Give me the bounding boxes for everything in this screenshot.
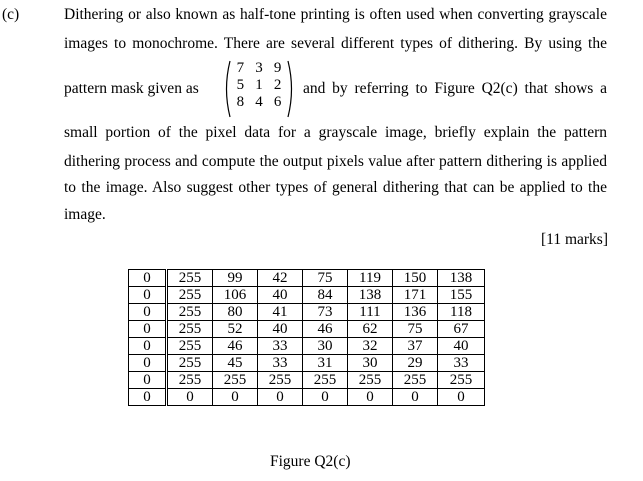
table-cell: 37 [393,338,438,355]
table-cell: 255 [167,321,213,338]
table-cell: 31 [303,355,348,372]
table-cell: 255 [167,338,213,355]
table-cell: 0 [129,287,167,304]
mask-cell: 6 [273,94,282,110]
table-cell: 62 [348,321,393,338]
table-cell: 255 [213,372,258,389]
table-cell: 32 [348,338,393,355]
table-cell: 0 [258,389,303,406]
table-row [129,355,485,372]
paragraph-line-6: to the image. Also suggest other types of general dithering that can be applied to the [64,179,607,196]
table-cell: 0 [213,389,258,406]
table-cell: 33 [258,355,303,372]
table-cell: 84 [303,287,348,304]
table-cell: 255 [167,372,213,389]
table-cell: 255 [167,270,213,287]
table-cell: 45 [213,355,258,372]
table-cell: 138 [348,287,393,304]
table-cell: 255 [167,304,213,321]
table-cell: 255 [167,287,213,304]
table-cell: 52 [213,321,258,338]
table-cell: 0 [167,389,213,406]
table-cell: 0 [393,389,438,406]
table-cell: 119 [348,270,393,287]
paragraph-line-3-before: pattern mask given as [64,80,199,97]
mask-cell: 1 [255,77,263,93]
table-cell: 75 [303,270,348,287]
marks-label: [11 marks] [540,231,608,248]
table-cell: 255 [438,372,485,389]
table-cell: 0 [438,389,485,406]
mask-cell: 9 [273,60,282,76]
table-cell: 0 [129,304,167,321]
table-cell: 0 [129,270,167,287]
table-row [129,304,485,321]
pattern-mask-grid [231,60,287,111]
paragraph-line-1: Dithering or also known as half-tone printing is often used when converting grayscale [64,6,607,23]
paragraph-line-2: images to monochrome. There are several different types of dithering. By using the [64,35,607,52]
table-cell: 42 [258,270,303,287]
table-cell: 138 [438,270,485,287]
table-row [129,372,485,389]
mask-cell: 3 [255,60,263,76]
table-cell: 118 [438,304,485,321]
table-cell: 0 [129,389,167,406]
table-cell: 46 [303,321,348,338]
table-cell: 29 [393,355,438,372]
table-cell: 255 [393,372,438,389]
pattern-mask-matrix [222,60,296,118]
table-row [129,270,485,287]
mask-cell: 4 [255,94,263,110]
table-cell: 106 [213,287,258,304]
paragraph-line-5: dithering process and compute the output pixels value after pattern dithering is applied [64,153,607,170]
table-cell: 41 [258,304,303,321]
figure-caption: Figure Q2(c) [270,453,351,470]
table-cell: 171 [393,287,438,304]
table-cell: 155 [438,287,485,304]
table-cell: 0 [129,355,167,372]
table-cell: 0 [303,389,348,406]
table-cell: 99 [213,270,258,287]
right-parenthesis-icon [286,60,296,118]
mask-cell: 2 [273,77,282,93]
table-cell: 40 [438,338,485,355]
table-cell: 136 [393,304,438,321]
table-row [129,338,485,355]
mask-cell: 8 [236,94,245,110]
table-cell: 33 [438,355,485,372]
paragraph-line-7: image. [64,206,106,223]
table-cell: 255 [348,372,393,389]
table-cell: 0 [129,338,167,355]
table-cell: 67 [438,321,485,338]
table-cell: 30 [303,338,348,355]
table-row [129,287,485,304]
table-cell: 73 [303,304,348,321]
table-cell: 80 [213,304,258,321]
table-cell: 255 [303,372,348,389]
table-cell: 255 [167,355,213,372]
paragraph-line-3-after: and by referring to Figure Q2(c) that shows a [303,80,607,97]
table-cell: 255 [258,372,303,389]
table-row [129,389,485,406]
table-row [129,321,485,338]
table-cell: 33 [258,338,303,355]
table-cell: 150 [393,270,438,287]
table-cell: 75 [393,321,438,338]
table-cell: 0 [348,389,393,406]
table-cell: 30 [348,355,393,372]
pixel-data-table [128,269,485,406]
mask-cell: 7 [236,60,245,76]
question-label: (c) [2,6,20,23]
table-cell: 111 [348,304,393,321]
table-cell: 0 [129,321,167,338]
table-cell: 40 [258,287,303,304]
paragraph-line-4: small portion of the pixel data for a grayscale image, briefly explain the pattern [64,124,607,141]
table-cell: 0 [129,372,167,389]
table-cell: 40 [258,321,303,338]
table-cell: 46 [213,338,258,355]
mask-cell: 5 [236,77,245,93]
